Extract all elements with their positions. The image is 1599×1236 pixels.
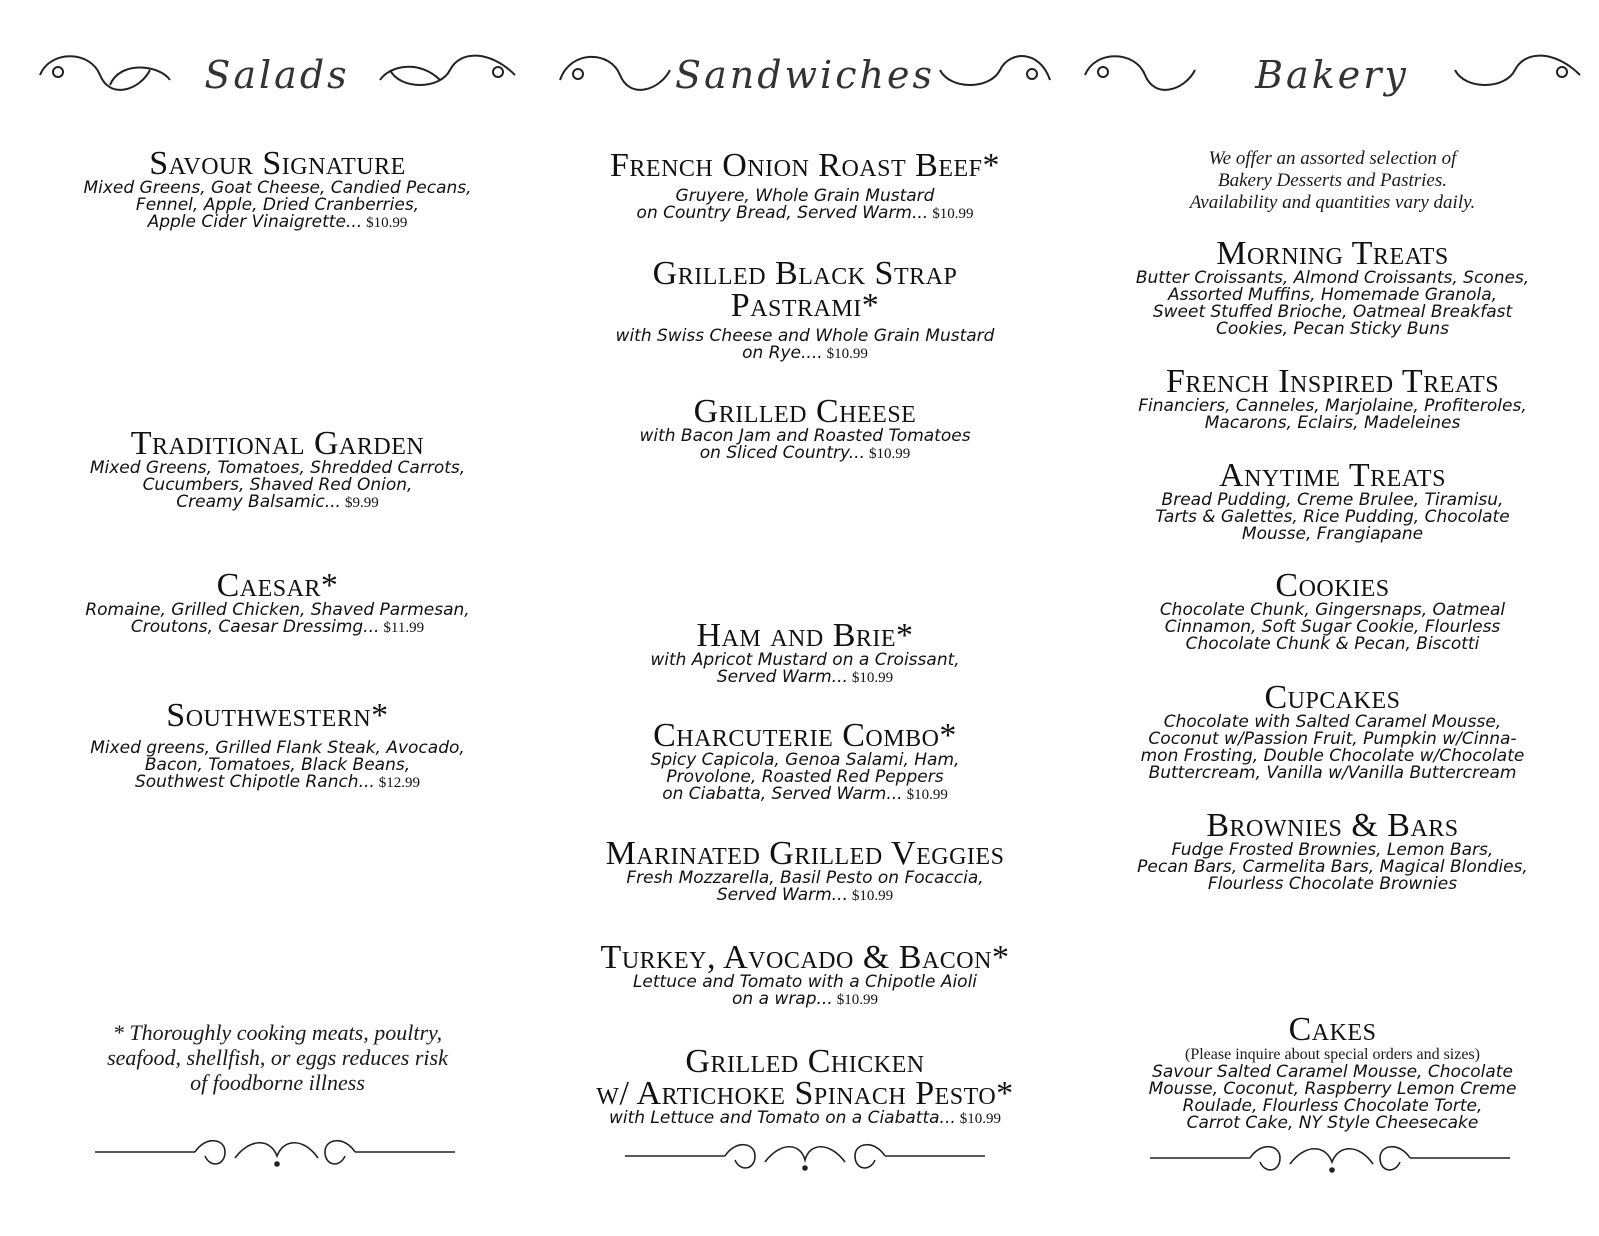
food-safety-note: * Thoroughly cooking meats, poultry, seafood, shellfish, or eggs reduces risk of foodborne illness: [107, 1020, 448, 1095]
section-name: Anytime Treats: [1219, 457, 1446, 494]
item-price: $10.99: [959, 1111, 1002, 1127]
bakery-intro: We offer an assorted selection of Bakery Desserts and Pastries. Availability and quantities vary daily.: [1189, 148, 1476, 213]
item-desc: Mixed Greens, Goat Cheese, Candied Pecans, Fennel, Apple, Dried Cranberries, Apple Cider Vinaigrette... $10.99: [83, 178, 472, 232]
item-desc: Spicy Capicola, Genoa Salami, Ham, Provolone, Roasted Red Peppers on Ciabatta, Served Warm... $10.99: [650, 750, 960, 804]
section-desc: Chocolate Chunk, Gingersnaps, Oatmeal Cinnamon, Soft Sugar Cookie, Flourless Chocolate Chunk & Pecan, Biscotti: [1159, 600, 1506, 654]
item-price: $12.99: [378, 775, 421, 791]
item-desc: with Apricot Mustard on a Croissant, Served Warm... $10.99: [650, 650, 960, 687]
section-desc: Fudge Frosted Brownies, Lemon Bars, Pecan Bars, Carmelita Bars, Magical Blondies, Flourless Chocolate Brownies: [1137, 840, 1528, 894]
cakes-inquire-note: (Please inquire about special orders and sizes): [1184, 1046, 1480, 1063]
section-name: Cookies: [1275, 567, 1390, 604]
menu-item-ham-and-brie: [545, 617, 1065, 687]
flourish-ornament-icon: [20, 30, 535, 110]
salads-title: Salads: [204, 53, 350, 97]
item-name: Caesar*: [216, 567, 339, 604]
item-name: Grilled Chicken w/ Artichoke Spinach Pesto*: [596, 1043, 1014, 1112]
section-name: Brownies & Bars: [1206, 807, 1459, 844]
item-name: Traditional Garden: [130, 425, 425, 462]
item-price: $10.99: [932, 206, 974, 222]
menu-item-traditional-garden: [20, 425, 535, 512]
section-name: Cupcakes: [1264, 679, 1401, 716]
bakery-section-brownies-bars: [1075, 807, 1590, 894]
menu-item-french-onion-roast-beef: [545, 147, 1065, 223]
menu-item-charcuterie-combo: [545, 717, 1065, 804]
flourish-ornament-icon: [1075, 30, 1590, 110]
menu-item-southwestern: [20, 697, 535, 792]
sandwiches-title: Sandwiches: [675, 53, 935, 97]
sandwiches-column: [545, 0, 1065, 1236]
sandwiches-header: [545, 30, 1065, 110]
menu-item-savour-signature: [20, 145, 535, 232]
section-name: Morning Treats: [1216, 235, 1449, 272]
menu-item-caesar: [20, 567, 535, 637]
item-desc: Gruyere, Whole Grain Mustard on Country Bread, Served Warm... $10.99: [636, 186, 974, 223]
bakery-section-cookies: [1075, 567, 1590, 654]
item-price: $9.99: [344, 495, 379, 511]
bakery-column: [1075, 0, 1590, 1236]
menu-item-grilled-cheese: [545, 393, 1065, 463]
item-name: Marinated Grilled Veggies: [605, 835, 1005, 872]
footer-flourish-icon: [1075, 1140, 1590, 1190]
item-desc: Romaine, Grilled Chicken, Shaved Parmesan, Croutons, Caesar Dressimg... $11.99: [85, 600, 470, 637]
item-name: Grilled Cheese: [693, 393, 917, 430]
menu-item-grilled-black-strap-pastrami: [545, 255, 1065, 363]
section-desc: Financiers, Canneles, Marjolaine, Profiteroles, Macarons, Eclairs, Madeleines: [1138, 396, 1527, 433]
bakery-section-cupcakes: [1075, 679, 1590, 783]
item-price: $11.99: [383, 620, 425, 636]
footer-flourish-icon: [545, 1136, 1065, 1186]
salads-header: [20, 30, 535, 110]
item-name: Turkey, Avocado & Bacon*: [600, 939, 1010, 976]
bakery-section-french-inspired-treats: [1075, 363, 1590, 433]
menu-item-turkey-avocado-bacon: [545, 939, 1065, 1009]
section-desc: Butter Croissants, Almond Croissants, Scones, Assorted Muffins, Homemade Granola, Sweet Stuffed Brioche, Oatmeal Breakfast Cookies, Pecan Sticky Buns: [1135, 268, 1530, 339]
section-desc: Chocolate with Salted Caramel Mousse, Coconut w/Passion Fruit, Pumpkin w/Cinna- mon Frosting, Double Chocolate w/Chocolate Buttercream, Vanilla w/Vanilla Buttercream: [1140, 712, 1525, 783]
item-name: Savour Signature: [149, 145, 406, 182]
bakery-section-cakes: [1075, 1011, 1590, 1133]
item-price: $10.99: [826, 346, 868, 362]
section-name: Cakes: [1288, 1011, 1377, 1048]
item-desc: with Lettuce and Tomato on a Ciabatta... $10.99: [608, 1108, 1002, 1128]
bakery-title: Bakery: [1255, 53, 1409, 97]
item-name: Grilled Black Strap Pastrami*: [652, 255, 958, 324]
item-desc: with Bacon Jam and Roasted Tomatoes on Sliced Country... $10.99: [639, 426, 971, 463]
bakery-section-morning-treats: [1075, 235, 1590, 339]
bakery-header: [1075, 30, 1590, 110]
item-price: $10.99: [851, 670, 894, 686]
item-desc: Mixed greens, Grilled Flank Steak, Avocado, Bacon, Tomatoes, Black Beans, Southwest Chipotle Ranch... $12.99: [90, 738, 465, 792]
salads-column: [20, 0, 535, 1236]
menu-item-marinated-grilled-veggies: [545, 835, 1065, 905]
item-price: $10.99: [851, 888, 894, 904]
footer-flourish-icon: [20, 1128, 535, 1178]
section-desc: Bread Pudding, Creme Brulee, Tiramisu, Tarts & Galettes, Rice Pudding, Chocolate Mousse, Frangiapane: [1155, 490, 1510, 544]
item-price: $10.99: [869, 446, 911, 462]
bakery-section-anytime-treats: [1075, 457, 1590, 544]
item-desc: with Swiss Cheese and Whole Grain Mustard on Rye.... $10.99: [615, 326, 995, 363]
item-name: Charcuterie Combo*: [653, 717, 957, 754]
section-desc: Savour Salted Caramel Mousse, Chocolate Mousse, Coconut, Raspberry Lemon Creme Roulade, Flourless Chocolate Torte, Carrot Cake, NY Style Cheesecake: [1148, 1062, 1517, 1133]
item-desc: Lettuce and Tomato with a Chipotle Aioli on a wrap... $10.99: [632, 972, 978, 1009]
item-price: $10.99: [366, 215, 408, 231]
item-desc: Mixed Greens, Tomatoes, Shredded Carrots, Cucumbers, Shaved Red Onion, Creamy Balsamic... $9.99: [89, 458, 466, 512]
item-price: $10.99: [836, 992, 878, 1008]
item-name: Ham and Brie*: [696, 617, 914, 654]
flourish-ornament-icon: [545, 30, 1065, 110]
item-desc: Fresh Mozzarella, Basil Pesto on Focaccia, Served Warm... $10.99: [626, 868, 984, 905]
section-name: French Inspired Treats: [1165, 363, 1500, 400]
item-price: $10.99: [906, 787, 948, 803]
item-name: Southwestern*: [166, 697, 389, 734]
item-name: French Onion Roast Beef*: [610, 147, 1000, 184]
menu-item-grilled-chicken-pesto: [545, 1043, 1065, 1128]
